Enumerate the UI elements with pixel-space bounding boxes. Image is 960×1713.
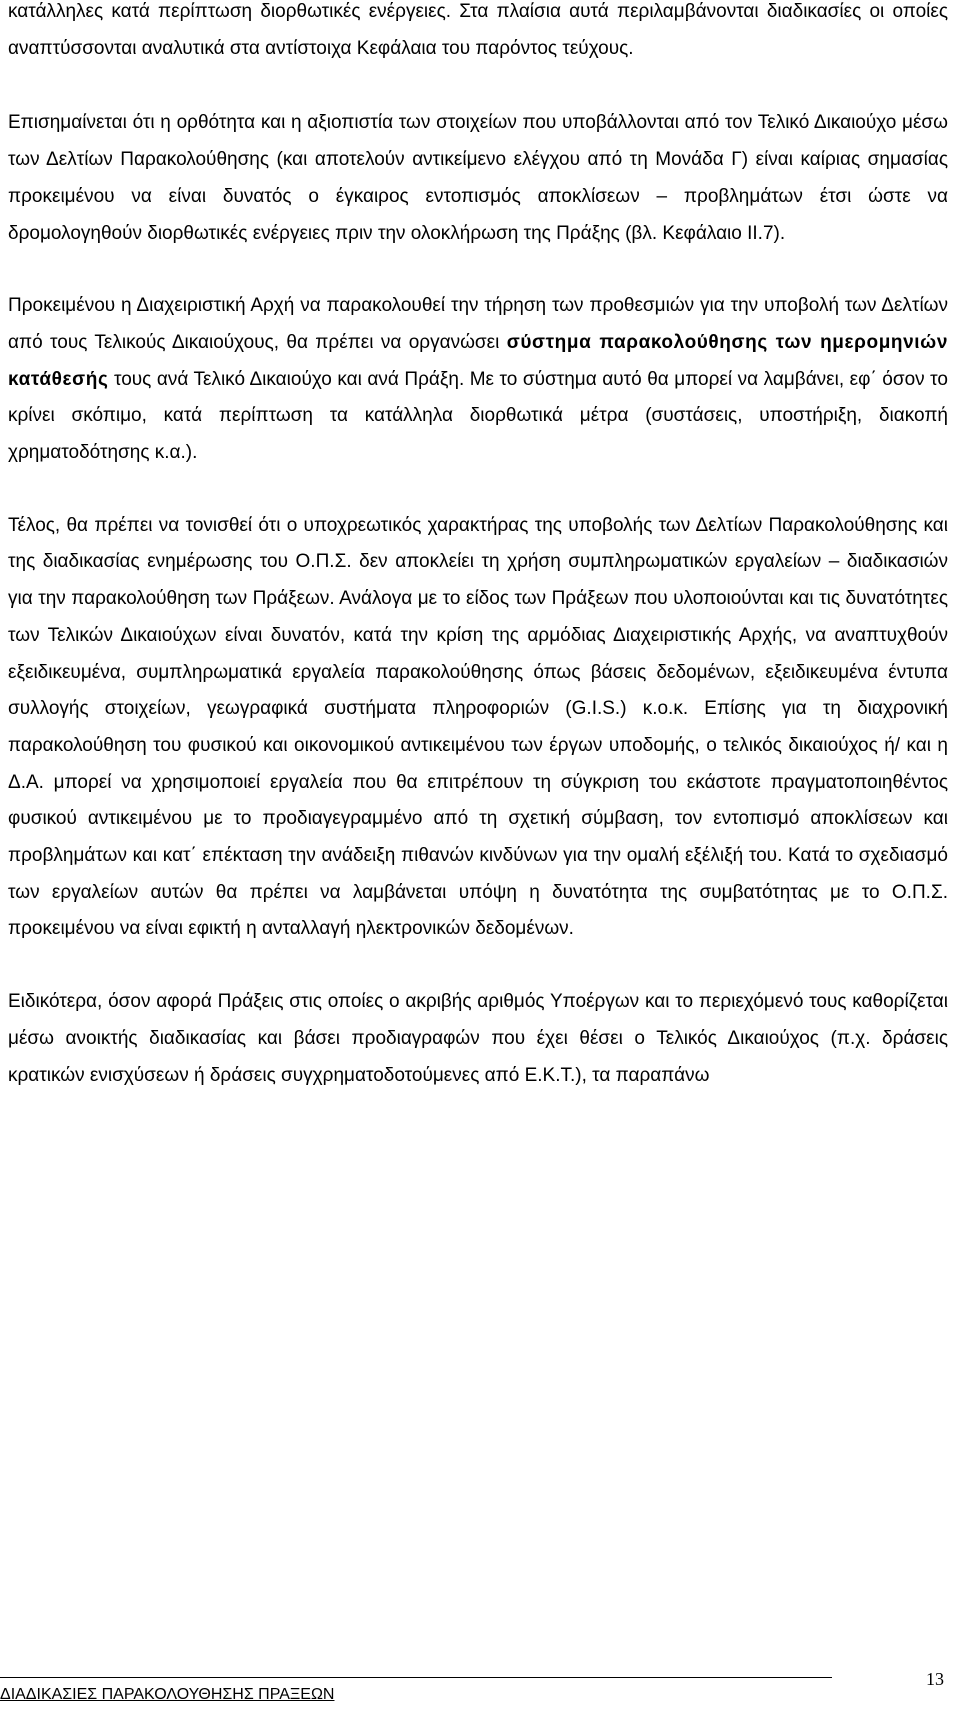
paragraph-text: Επισημαίνεται ότι η ορθότητα και η αξιοπιστία των στοιχείων που υποβάλλονται από τον Τελικό Δικαιούχο μέσω των Δελτίων Παρακολούθησης (και αποτελούν αντικείμενο ελέγχου από τη Μονάδα Γ) είναι καίριας σημασίας προκειμένου να είναι δυνατός ο έγκαιρος εντοπισμός αποκλίσεων – προβλημάτων έτσι ώστε να δρομολογηθούν διορθωτικές ενέργειες πριν την ολοκλήρωση της Πράξης (βλ. Κεφάλαιο ΙΙ.7).: [8, 112, 948, 244]
paragraph-text: Προκειμένου η Διαχειριστική Αρχή να παρακολουθεί την τήρηση των προθεσμιών για την υποβολή των Δελτίων από τους Τελικούς Δικαιούχους, θα πρέπει να οργανώσει: [8, 295, 948, 353]
document-page: [8, 0, 948, 1094]
paragraph-5: [8, 984, 948, 1094]
paragraph-text: κατάλληλες κατά περίπτωση διορθωτικές ενέργειες. Στα πλαίσια αυτά περιλαμβάνονται διαδικασίες οι οποίες αναπτύσσονται αναλυτικά στα αντίστοιχα Κεφάλαια του παρόντος τεύχους.: [8, 1, 948, 59]
paragraph-2: [8, 105, 948, 252]
paragraph-3: [8, 288, 948, 472]
paragraph-text: Τέλος, θα πρέπει να τονισθεί ότι ο υποχρεωτικός χαρακτήρας της υποβολής των Δελτίων Παρακολούθησης και της διαδικασίας ενημέρωσης του Ο.Π.Σ. δεν αποκλείει τη χρήση συμπληρωματικών εργαλείων – διαδικασιών για την παρακολούθηση των Πράξεων. Ανάλογα με το είδος των Πράξεων που υλοποιούνται και τις δυνατότητες των Τελικών Δικαιούχων είναι δυνατόν, κατά την κρίση της αρμόδιας Διαχειριστικής Αρχής, να αναπτυχθούν εξειδικευμένα, συμπληρωματικά εργαλεία παρακολούθησης όπως βάσεις δεδομένων, εξειδικευμένα έντυπα συλλογής στοιχείων, γεωγραφικά συστήματα πληροφοριών (G.I.S.) κ.ο.κ. Επίσης για τη διαχρονική παρακολούθηση του φυσικού και οικονομικού αντικειμένου των έργων υποδομής, ο τελικός δικαιούχος ή/ και η Δ.Α. μπορεί να χρησιμοποιεί εργαλεία που θα επιτρέπουν τη σύγκριση του εκάστοτε πραγματοποιηθέντος φυσικού αντικειμένου με το προδιαγεγραμμένο από τη σχετική σύμβαση, τον εντοπισμό αποκλίσεων και προβλημάτων και κατ΄ επέκταση την ανάδειξη πιθανών κινδύνων για την ομαλή εξέλιξή του. Κατά το σχεδιασμό των εργαλείων αυτών θα πρέπει να λαμβάνεται υπόψη η δυνατότητα της συμβατότητας με το Ο.Π.Σ. προκειμένου να είναι εφικτή η ανταλλαγή ηλεκτρονικών δεδομένων.: [8, 514, 948, 940]
paragraph-text: Ειδικότερα, όσον αφορά Πράξεις στις οποίες ο ακριβής αριθμός Υποέργων και το περιεχόμενό τους καθορίζεται μέσω ανοικτής διαδικασίας και βάσει προδιαγραφών που έχει θέσει ο Τελικός Δικαιούχος (π.χ. δράσεις κρατικών ενισχύσεων ή δράσεις συγχρηματοδοτούμενες από Ε.Κ.Τ.), τα παραπάνω: [8, 991, 948, 1086]
page-footer: [0, 1669, 960, 1713]
paragraph-1: [8, 0, 948, 67]
page-number: 13: [926, 1669, 944, 1689]
paragraph-4: [8, 508, 948, 948]
emphasized-phrase: σύστημα παρακολούθησης των ημερομηνιών κατάθεσής: [8, 331, 949, 390]
footer-title: ΔΙΑΔΙΚΑΣΙΕΣ ΠΑΡΑΚΟΛΟΥΘΗΣΗΣ ΠΡΑΞΕΩΝ: [0, 1686, 335, 1703]
footer-divider: [0, 1677, 832, 1678]
paragraph-text: τους ανά Τελικό Δικαιούχο και ανά Πράξη. Με το σύστημα αυτό θα μπορεί να λαμβάνει, εφ΄ όσον το κρίνει σκόπιμο, κατά περίπτωση τα κατάλληλα διορθωτικά μέτρα (συστάσεις, υποστήριξη, διακοπή χρηματοδότησης κ.α.).: [8, 368, 948, 464]
